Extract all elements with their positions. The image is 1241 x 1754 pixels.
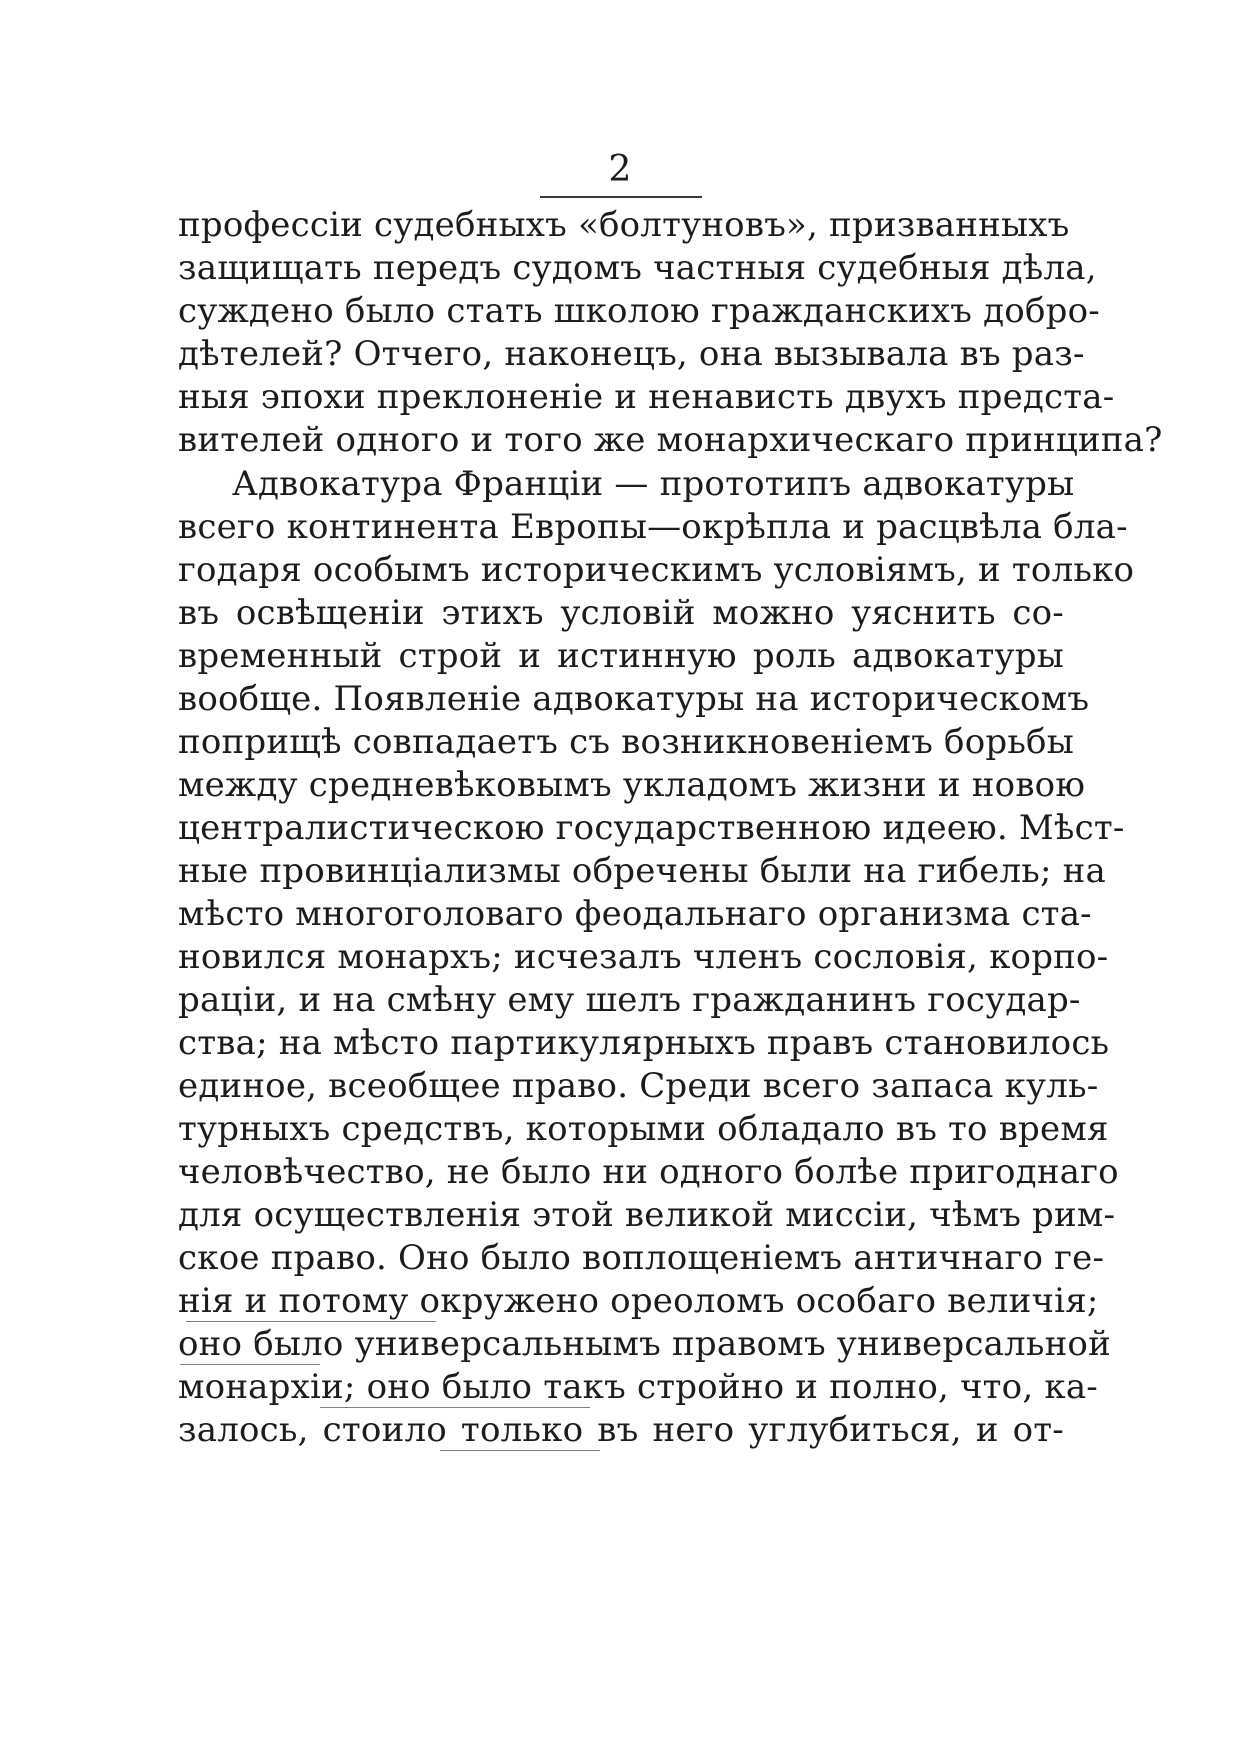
pencil-underline	[320, 1407, 590, 1408]
text-line: вообще. Появленiе адвокатуры на историческомъ	[178, 679, 1090, 719]
text-line: нiя и потому окружено ореоломъ особаго величiя;	[178, 1281, 1099, 1321]
text-line: всего континента Европы—окрѣпла и расцвѣла бла-	[178, 507, 1128, 547]
text-line: между средневѣковымъ укладомъ жизни и новою	[178, 765, 1086, 805]
text-line: новился монархъ; исчезалъ членъ сословiя, корпо-	[178, 937, 1109, 977]
text-line: ныя эпохи преклоненiе и ненависть двухъ предста-	[178, 377, 1115, 417]
text-line: ные провинцiализмы обречены были на гибель; на	[178, 851, 1106, 891]
text-line: монархiи; оно было такъ стройно и полно, что, ка-	[178, 1367, 1098, 1407]
text-line: суждено было стать школою гражданскихъ добро-	[178, 291, 1100, 331]
text-line: единое, всеобщее право. Среди всего запаса куль-	[178, 1066, 1099, 1106]
paragraph-first-line: Адвокатура Францiи — прототипъ адвокатуры	[232, 464, 1075, 504]
text-line: профессiи судебныхъ «болтуновъ», призванныхъ	[178, 205, 1070, 245]
text-line: въ освѣщенiи этихъ условiй можно уяснить со-	[178, 593, 1064, 633]
text-line: турныхъ средствъ, которыми обладало въ то время	[178, 1109, 1109, 1149]
text-line: оно было универсальнымъ правомъ универсальной	[178, 1324, 1111, 1364]
text-line: рацiи, и на смѣну ему шелъ гражданинъ государ-	[178, 980, 1081, 1020]
text-line: для осуществленiя этой великой миссiи, чѣмъ рим-	[178, 1195, 1116, 1235]
text-line: защищать передъ судомъ частныя судебныя дѣла,	[178, 248, 1097, 288]
text-line: централистическою государственною идеею. Мѣст-	[178, 808, 1125, 848]
pencil-underline	[180, 1364, 320, 1365]
text-line: залось, стоило только въ него углубиться, и от-	[178, 1410, 1064, 1450]
text-line: дѣтелей? Отчего, наконецъ, она вызывала въ раз-	[178, 334, 1085, 374]
pencil-underline	[440, 1450, 600, 1451]
text-line: годаря особымъ историческимъ условiямъ, и только	[178, 550, 1135, 590]
page-number: 2	[608, 149, 633, 190]
text-line: поприщѣ совпадаетъ съ возникновенiемъ борьбы	[178, 722, 1074, 762]
text-line: вителей одного и того же монархическаго принципа?	[178, 420, 1163, 460]
text-line: человѣчество, не было ни одного болѣе пригоднаго	[178, 1152, 1119, 1192]
header-rule	[540, 196, 702, 198]
text-line: ское право. Оно было воплощенiемъ античнаго ге-	[178, 1238, 1105, 1278]
text-line: временный строй и истинную роль адвокатуры	[178, 636, 1064, 676]
text-line: мѣсто многоголоваго феодальнаго организма ста-	[178, 894, 1092, 934]
pencil-underline	[186, 1321, 436, 1322]
text-line: ства; на мѣсто партикулярныхъ правъ становилось	[178, 1023, 1110, 1063]
